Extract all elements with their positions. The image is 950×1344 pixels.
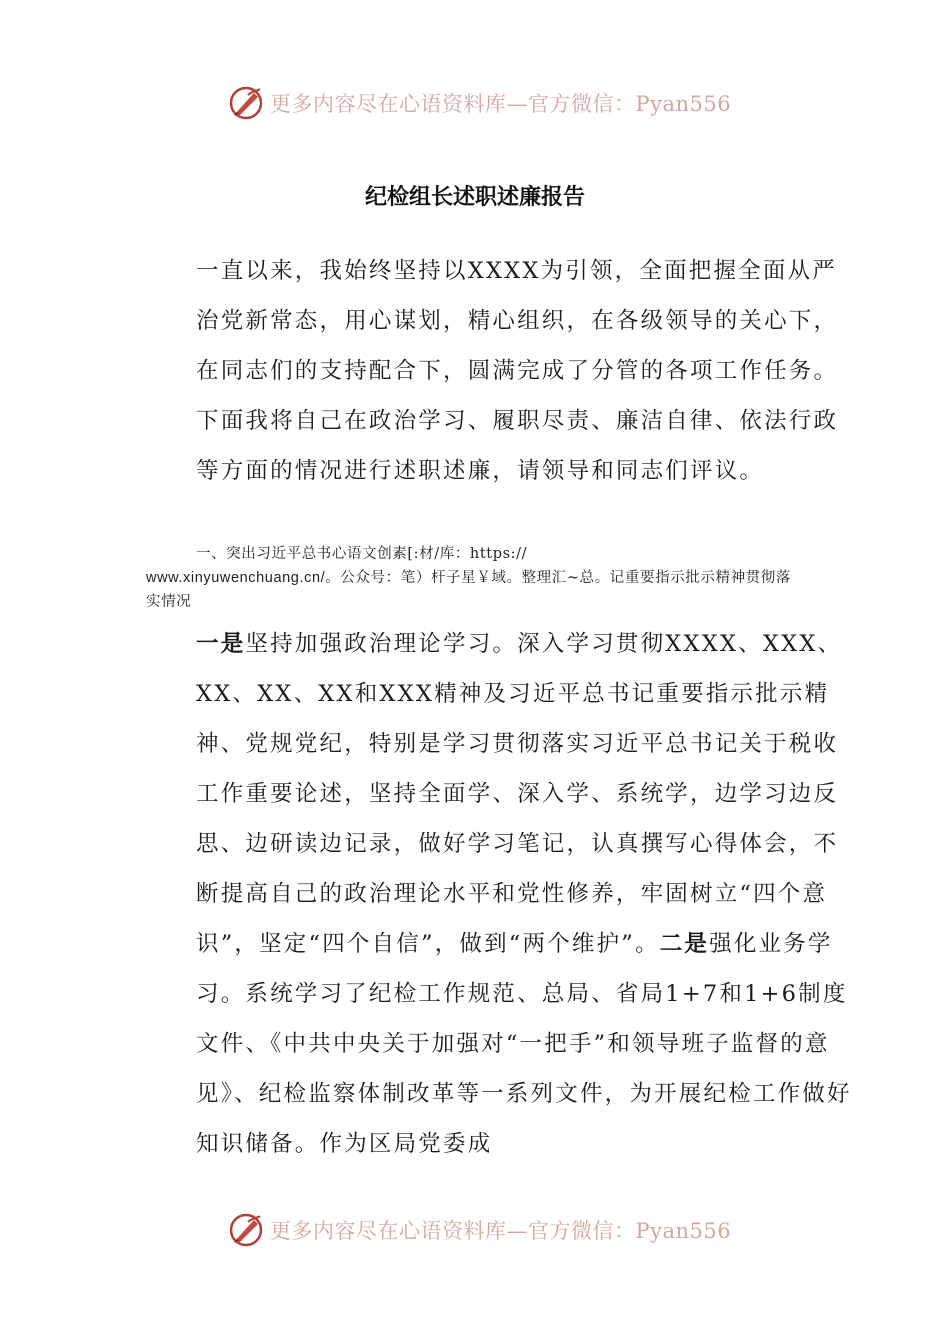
section-heading-rest: 。公众号：笔）杆子星￥域。整理汇~总。记重要指示批示精神贯彻落实情况 — [146, 570, 791, 610]
header-banner — [228, 83, 731, 123]
body-text-first: 坚持加强政治理论学习。深入学习贯彻XXXX、XXX、XX、XX、XX和XXX精神及习近平总书记重要指示批示精神、党规党纪，特别是学习贯彻落实习近平总书记关于税收工作重要论述，坚持全面学、深入学、系统学，边学习边反思、边研读边记录，做好学习笔记，认真撰写心得体会，不断提高自己的政治理论水平和党性修养，牢固树立“四个意识”，坚定“四个自信”，做到“两个维护”。 — [196, 631, 843, 957]
body-text-second: 强化业务学习。系统学习了纪检工作规范、总局、省局1+7和1+6制度文件、《中共中央关于加强对“一把手”和领导班子监督的意见》、纪检监察体制改革等一系列文件，为开展纪检工作做好知识储备。作为区局党委成 — [196, 931, 852, 1157]
intro-paragraph: 一直以来，我始终坚持以XXXX为引领，全面把握全面从严治党新常态，用心谋划，精心组织，在各级领导的关心下，在同志们的支持配合下，圆满完成了分管的各项工作任务。下面我将自己在政治学习、履职尽责、廉洁自律、依法行政等方面的情况进行述职述廉，请领导和同志们评议。 — [196, 258, 839, 484]
section-heading-url: www.xinyuwenchuang.cn/ — [146, 570, 326, 586]
footer-banner-text: 更多内容尽在心语资料库—官方微信：Pyan556 — [270, 1219, 732, 1243]
section-heading — [146, 542, 806, 614]
header-banner-text: 更多内容尽在心语资料库—官方微信：Pyan556 — [270, 92, 732, 116]
lead-first: 一是 — [196, 631, 246, 657]
document-title: 纪检组长述职述廉报告 — [364, 184, 585, 210]
section-heading-line1: 一、突出习近平总书心语文创素[:材/库：https:// — [196, 546, 528, 562]
pen-logo-icon — [228, 85, 264, 121]
footer-banner — [228, 1210, 731, 1250]
pen-logo-icon — [228, 1212, 264, 1248]
body-paragraph — [146, 619, 856, 1169]
lead-second: 二是 — [659, 931, 710, 957]
